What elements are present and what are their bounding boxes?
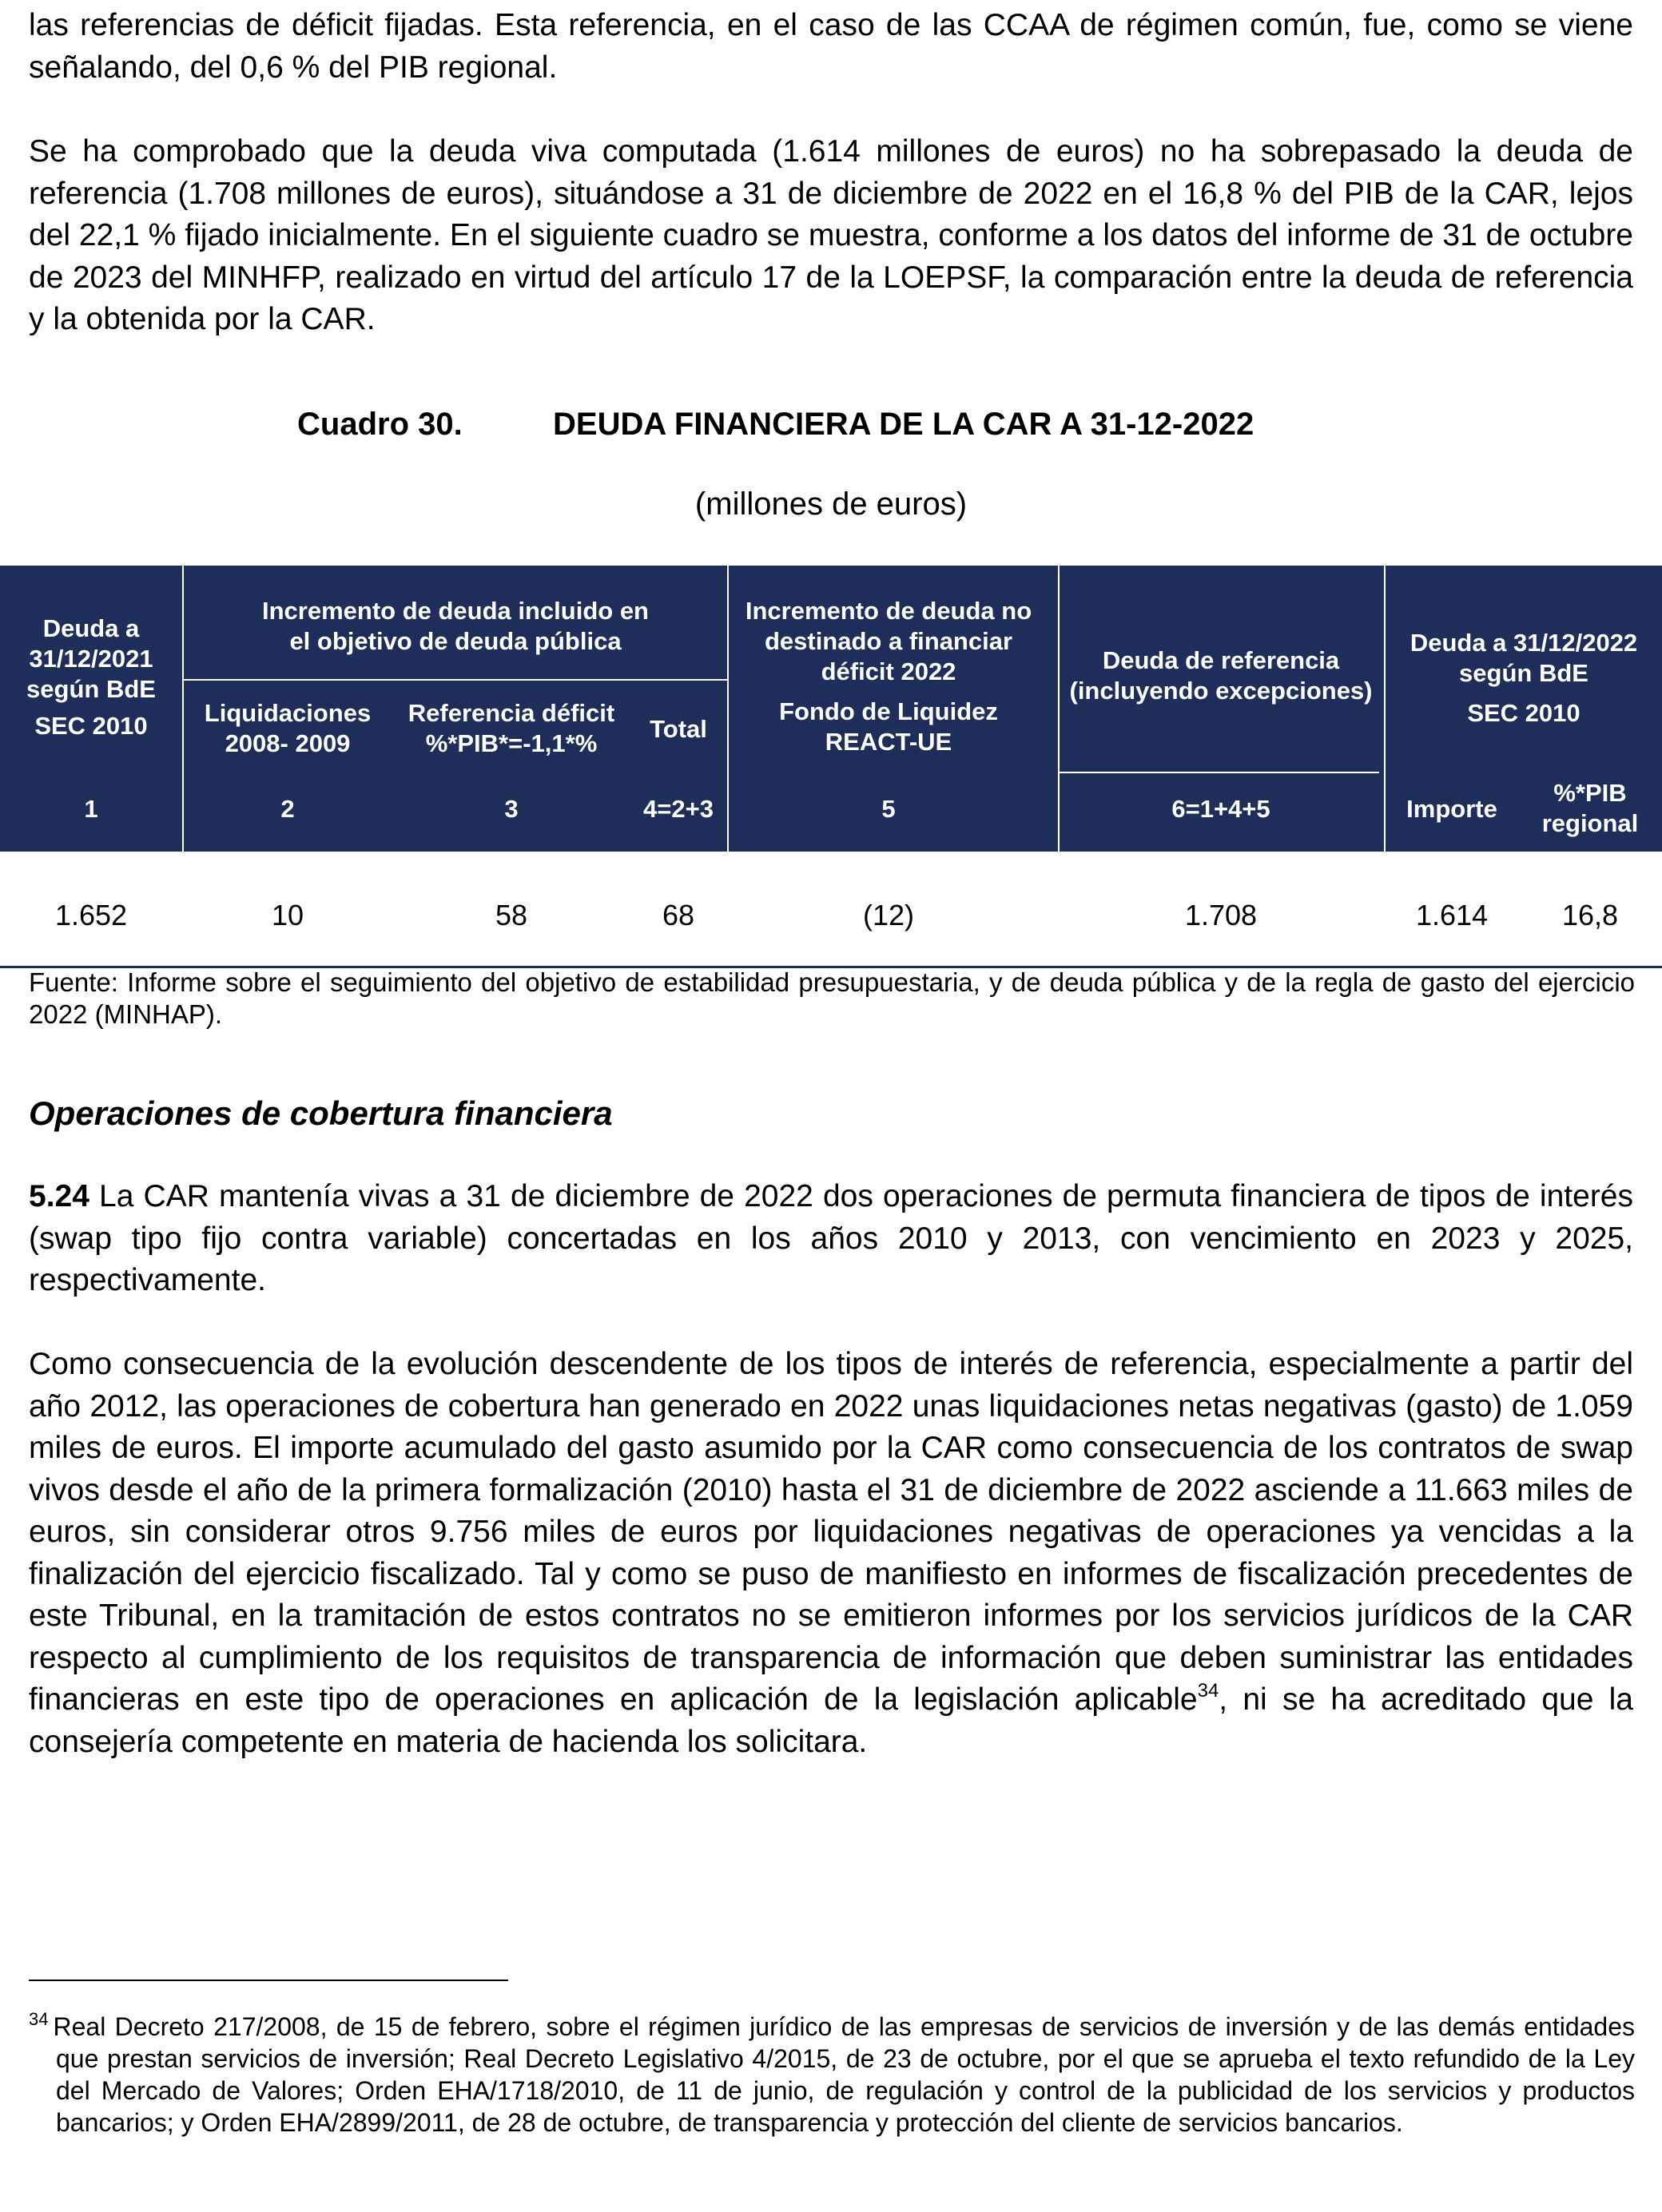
- colnum-6: 6=1+4+5: [1171, 795, 1270, 823]
- cell-deuda-2021: 1.652: [54, 899, 128, 931]
- colnum-importe: Importe: [1406, 795, 1497, 823]
- header-deuda-2021: Deuda a 31/12/2021 según BdE: [26, 614, 156, 703]
- paragraph-consecuencia-text-b: , ni se ha acreditado que la consejería competente en materia de hacienda los solicitara.: [29, 1682, 1633, 1759]
- cell-referencia-deficit: 58: [495, 899, 528, 931]
- table-header: [0, 566, 1662, 852]
- colnum-pib-regional: %*PIB regional: [1541, 779, 1639, 837]
- source-note: Fuente: Informe sobre el seguimiento del objetivo de estabilidad presupuestaria, y de deuda pública y de la regla de gasto del ejercicio 2022 (MINHAP).: [29, 967, 1635, 1029]
- cell-pib-regional: 16,8: [1561, 899, 1619, 931]
- header-sec-2010-a: SEC 2010: [34, 712, 148, 740]
- header-no-destinado: Incremento de deuda no destinado a financiar déficit 2022: [745, 597, 1032, 685]
- header-deuda-2022: Deuda a 31/12/2022 según BdE: [1410, 629, 1638, 687]
- colnum-1: 1: [84, 795, 98, 823]
- cell-no-destinado: (12): [862, 899, 915, 931]
- footnote-reference[interactable]: 34: [1197, 1680, 1219, 1702]
- paragraph-intro: las referencias de déficit fijadas. Esta referencia, en el caso de las CCAA de régimen común, fue, como se viene señalando, del 0,6 % del PIB regional.: [29, 8, 1633, 85]
- paragraph-5-24: [29, 1176, 1633, 1302]
- colnum-3: 3: [504, 795, 519, 823]
- header-fondo-liquidez: Fondo de Liquidez REACT-UE: [779, 697, 998, 756]
- paragraph-consecuencia-text-a: Como consecuencia de la evolución descendente de los tipos de interés de referencia, especialmente a partir del año 2012, las operaciones de cobertura han generado en 2022 unas liquidaciones netas negativas (gasto) de 1.059 miles de euros. El importe acumulado del gasto asumido por la CAR como consecuencia de los contratos de swap vivos desde el año de la primera formalización (2010) hasta el 31 de diciembre de 2022 asciende a 11.663 miles de euros, sin considerar otros 9.756 miles de euros por liquidaciones negativas de operaciones ya vencidas a la finalización del ejercicio fiscalizado. Tal y como se puso de manifiesto en informes de fiscalización precedentes de este Tribunal, en la tramitación de estos contratos no se emitieron informes por los servicios jurídicos de la CAR respecto al cumplimiento de los requisitos de transparencia de información que deben suministrar las entidades financieras en este tipo de operaciones en aplicación de la legislación aplicable: [29, 1347, 1633, 1717]
- cell-total: 68: [662, 899, 695, 931]
- header-liquidaciones: Liquidaciones 2008- 2009: [204, 699, 372, 757]
- paragraph-consecuencia: [29, 1344, 1633, 1763]
- footnote-number: 34: [29, 2009, 49, 2029]
- footnote-text: Real Decreto 217/2008, de 15 de febrero, sobre el régimen jurídico de las empresas de servicios de inversión y de las demás entidades que prestan servicios de inversión; Real Decreto Legislativo 4/2015, de 23 de octubre, por el que se aprueba el texto refundido de la Ley del Mercado de Valores; Orden EHA/1718/2010, de 11 de junio, de regulación y control de la publicidad de los servicios y productos bancarios; y Orden EHA/2899/2011, de 28 de octubre, de transparencia y protección del cliente de servicios bancarios.: [53, 2012, 1635, 2137]
- caption-number: Cuadro 30.: [297, 407, 463, 442]
- paragraph-number: 5.24: [29, 1179, 89, 1213]
- caption-units: (millones de euros): [694, 486, 968, 522]
- paragraph-5-24-text: La CAR mantenía vivas a 31 de diciembre de 2022 dos operaciones de permuta financiera de tipos de interés (swap tipo fijo contra variable) concertadas en los años 2010 y 2013, con vencimiento en 2023 y 2025, respectivamente.: [29, 1179, 1633, 1297]
- footnote-separator: [29, 1980, 508, 1981]
- header-total: Total: [650, 715, 707, 743]
- footnote-34: [29, 2004, 1635, 2139]
- colnum-4: 4=2+3: [643, 795, 714, 823]
- cell-importe: 1.614: [1415, 899, 1489, 931]
- header-deuda-referencia: Deuda de referencia (incluyendo excepciones): [1069, 646, 1373, 705]
- header-sec-2010-b: SEC 2010: [1467, 699, 1580, 727]
- header-incremento-incluido: Incremento de deuda incluido en el objetivo de deuda pública: [261, 597, 649, 655]
- section-heading: Operaciones de cobertura financiera: [29, 1094, 613, 1132]
- colnum-2: 2: [280, 795, 295, 823]
- paragraph-deuda-viva: Se ha comprobado que la deuda viva computada (1.614 millones de euros) no ha sobrepasado la deuda de referencia (1.708 millones de euros), situándose a 31 de diciembre de 2022 en el 16,8 % del PIB de la CAR, lejos del 22,1 % fijado inicialmente. En el siguiente cuadro se muestra, conforme a los datos del informe de 31 de octubre de 2023 del MINHFP, realizado en virtud del artículo 17 de la LOEPSF, la comparación entre la deuda de referencia y la obtenida por la CAR.: [29, 134, 1633, 336]
- colnum-5: 5: [881, 795, 896, 823]
- cell-deuda-referencia: 1.708: [1184, 899, 1258, 931]
- header-referencia-deficit: Referencia déficit %*PIB*=-1,1*%: [408, 699, 615, 757]
- caption-title: DEUDA FINANCIERA DE LA CAR A 31-12-2022: [553, 407, 1254, 442]
- cell-liquidaciones: 10: [271, 899, 304, 931]
